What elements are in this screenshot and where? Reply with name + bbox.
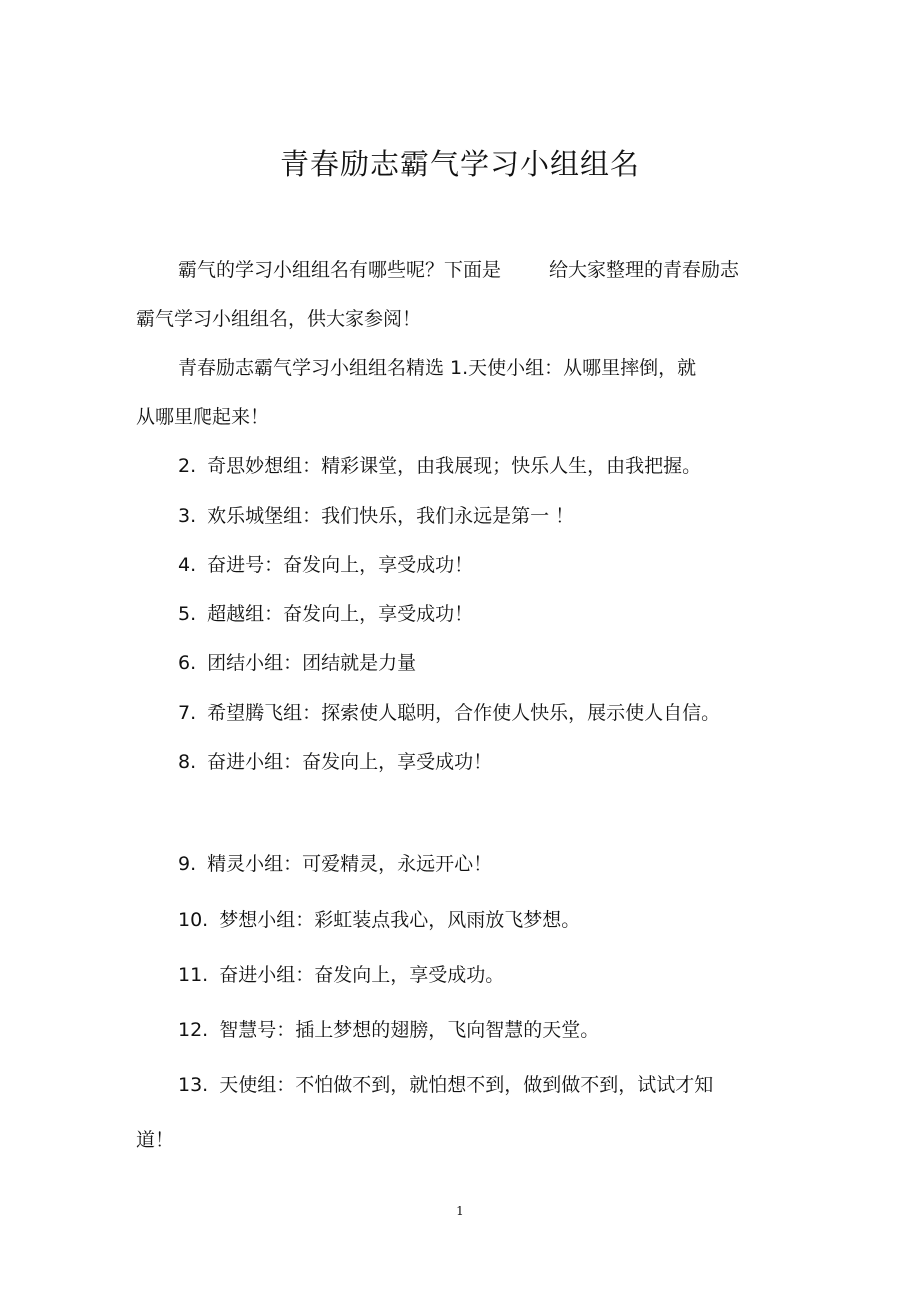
list-item-number: 13. — [178, 1074, 209, 1096]
lead-line-2: 从哪里爬起来！ — [136, 406, 270, 428]
list-item-number: 9. — [178, 853, 197, 875]
list-item — [178, 960, 504, 990]
list-item-number: 10. — [178, 909, 209, 931]
document-title: 青春励志霸气学习小组组名 — [279, 147, 640, 181]
list-item-text: 团结小组：团结就是力量 — [207, 652, 417, 674]
list-item-text: 奋进号：奋发向上，享受成功！ — [207, 554, 474, 576]
list-item — [178, 905, 580, 935]
list-item-continuation: 道！ — [136, 1129, 175, 1151]
list-item-text: 奋进小组：奋发向上，享受成功！ — [207, 751, 493, 773]
list-item-number: 3. — [178, 505, 197, 527]
intro-line-2: 霸气学习小组组名，供大家参阅！ — [136, 308, 422, 330]
list-item-text: 希望腾飞组：探索使人聪明，合作使人快乐，展示使人自信。 — [207, 702, 721, 724]
list-item-number: 5. — [178, 603, 197, 625]
intro-text-part2: 给大家整理的青春励志 — [549, 259, 740, 281]
list-item — [178, 1070, 713, 1100]
list-item-number: 6. — [178, 652, 197, 674]
list-item-text: 奇思妙想组：精彩课堂，由我展现；快乐人生，由我把握。 — [207, 455, 702, 477]
list-item-number: 8. — [178, 751, 197, 773]
list-item-text: 精灵小组：可爱精灵，永远开心！ — [207, 853, 493, 875]
list-item — [178, 648, 416, 678]
lead-line-1: 青春励志霸气学习小组组名精选 1.天使小组：从哪里摔倒，就 — [178, 357, 697, 379]
list-item — [178, 451, 701, 481]
page-number: 1 — [456, 1204, 464, 1218]
list-item-text: 智慧号：插上梦想的翅膀，飞向智慧的天堂。 — [219, 1019, 600, 1041]
list-item — [178, 599, 473, 629]
list-item-number: 12. — [178, 1019, 209, 1041]
list-item-number: 11. — [178, 964, 209, 986]
list-item-number: 2. — [178, 455, 197, 477]
list-item — [178, 501, 574, 531]
list-item-text: 梦想小组：彩虹装点我心，风雨放飞梦想。 — [219, 909, 581, 931]
list-item — [178, 698, 720, 728]
list-item-text: 超越组：奋发向上，享受成功！ — [207, 603, 474, 625]
list-item — [178, 849, 492, 879]
list-item-text: 奋进小组：奋发向上，享受成功。 — [219, 964, 505, 986]
list-item — [178, 747, 492, 777]
list-item-text: 天使组：不怕做不到，就怕想不到，做到做不到，试试才知 — [219, 1074, 714, 1096]
list-item-text: 欢乐城堡组：我们快乐，我们永远是第一 ！ — [207, 505, 575, 527]
list-item-number: 7. — [178, 702, 197, 724]
intro-text-part1: 霸气的学习小组组名有哪些呢？下面是 — [178, 259, 502, 281]
list-item — [178, 1015, 599, 1045]
list-item-number: 4. — [178, 554, 197, 576]
list-item — [178, 550, 473, 580]
intro-line-1 — [178, 255, 739, 285]
